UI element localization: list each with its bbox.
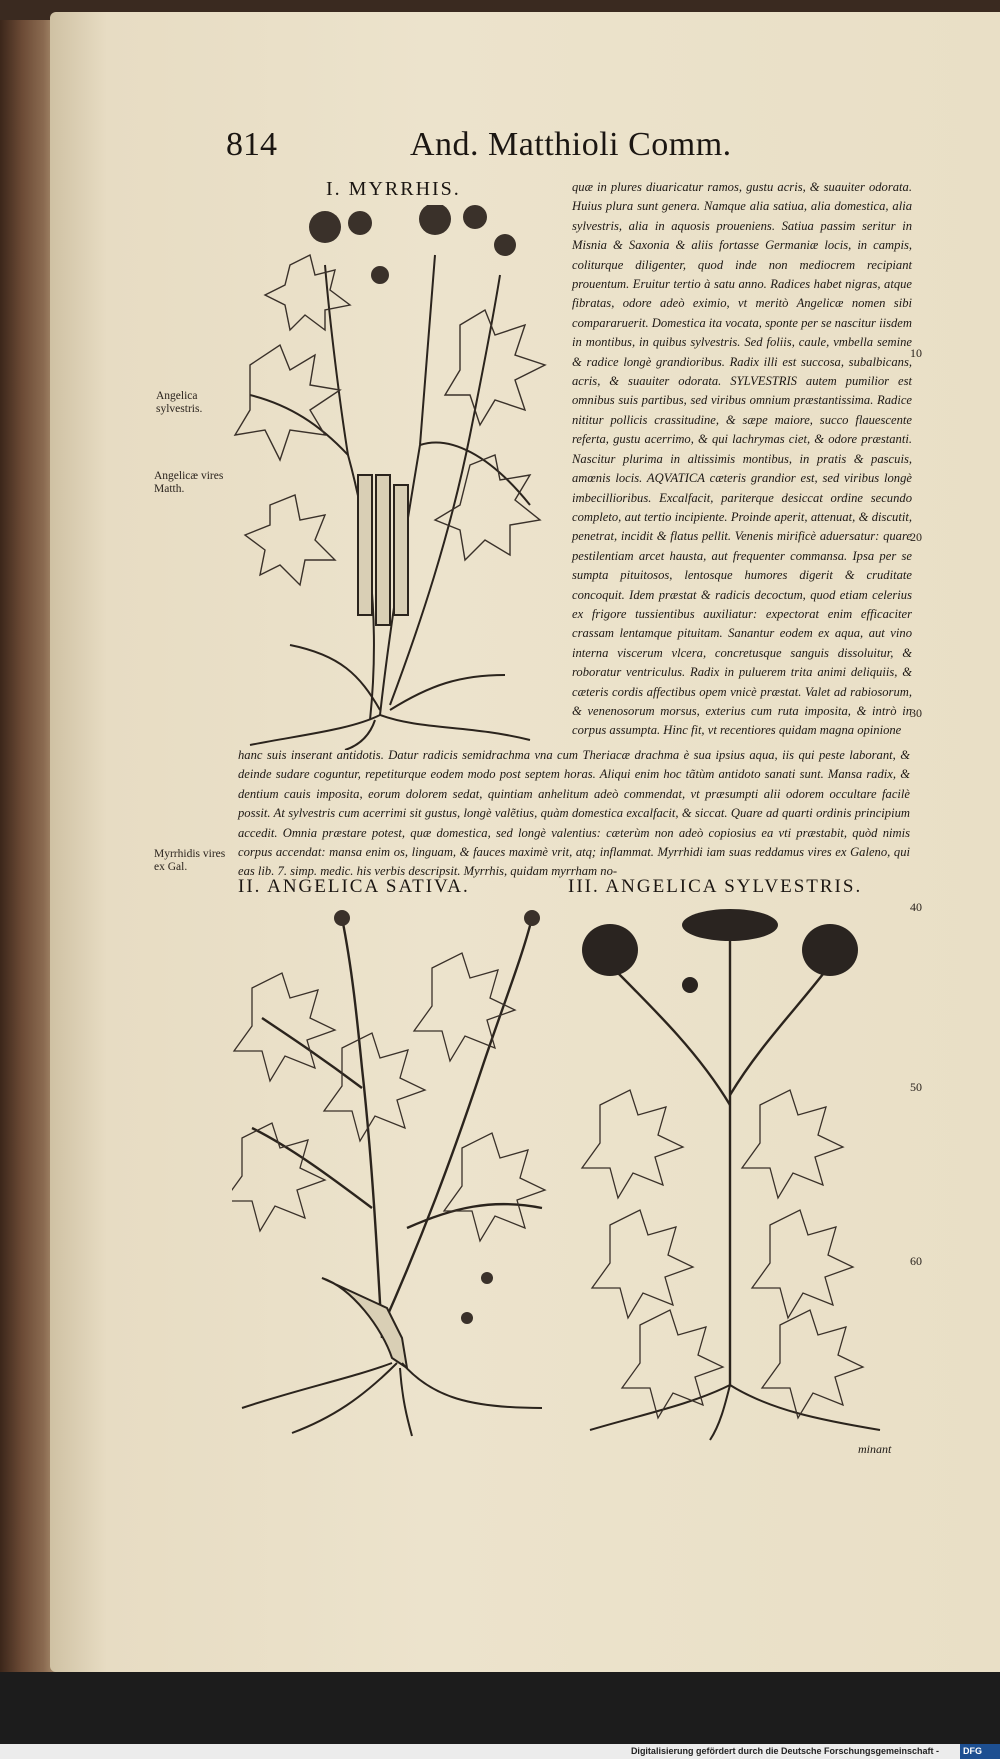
figure-caption-angelica-sativa: II. ANGELICA SATIVA. — [238, 876, 470, 897]
myrrhis-woodcut — [230, 205, 565, 750]
line-number: 20 — [910, 530, 922, 544]
angelica-sativa-woodcut — [232, 908, 562, 1438]
figure-caption-angelica-sylvestris: III. ANGELICA SYLVESTRIS. — [568, 876, 863, 897]
line-number: 40 — [910, 900, 922, 914]
page-number: 814 — [226, 126, 277, 163]
scanner-bottom-band — [0, 1672, 1000, 1744]
margin-note-angelica-sylvestris: Angelica sylvestris. — [156, 390, 203, 415]
figure-caption-myrrhis: I. MYRRHIS. — [326, 178, 461, 200]
page-header — [226, 126, 786, 172]
margin-note-myrrhidis-vires: Myrrhidis vires ex Gal. — [154, 848, 226, 873]
catchword: minant — [858, 1442, 892, 1456]
text-full-width — [238, 746, 910, 882]
paragraph: quæ in plures diuaricatur ramos, gustu acris, & suauiter odorata. Huius plura sunt genera. Namque alia satiua, alia domestica, alia sylvestris, alia in aquosis proueniens. Satiua passim seritur in Misnia & Saxonia & aliis fortasse Germaniæ locis, in campis, coliturque diligenter, quod inde non mediocrem recipiant prouentum. Eruitur tertio à satu anno. Radices habet nigras, atque fibratas, odore adeò eximio, vt meritò Angelicæ nomen sibi compararuerit. Domestica ita vocata, sponte per se nascitur iisdem in montibus, in quibus sylvestris. Sed foliis, caule, vmbella semine & radice longè grandioribus. Radix illi est succosa, subalbicans, acris, & suauiter odorata. SYLVESTRIS autem pumilior est omnibus suis partibus, sed viribus omnium præstantissima. Radice nititur pollicis crassitudine, & sæpe maiore, succo flauescente referta, gustu acerrimo, & qui lachrymas ciet, & odore præstanti. Nascitur plurima in altissimis montibus, in pratis & pascuis, amœnis locis. AQVATICA cæteris grandior est, sed viribus longè imbecillioribus. Excalfacit, pariterque desiccat ordine secundo completo, aut tertio incipiente. Proinde aperit, attenuat, & discutit, penetrat, incidit & flatus pellit. Venenis mirificè aduersatur: quare pestilentiam arcet hausta, aut frequenter commansa. Ipsa per se sumpta pituitosos, lentosque humores digerit & cruditate concoquit. Idem præstat & radicis decoctum, quod etiam celerius ex frigore tussientibus auxiliatur: expectorat enim efficaciter crassam lentamque pituitam. Sanantur eodem ex aqua, aut vino interna viscerum vlcera, concretusque sanguis dissoluitur, & roboratur ventriculus. Radix in puluerem trita animi deliquiis, & cæteris cordis affectibus opem vnicè præstat. Valet ad rabiosorum, & venenosorum morsus, exterius cum ruta imposita, & intrò in corpus assumpta. Hinc fit, vt recentiores quidam magna opinione — [572, 180, 912, 738]
line-number: 10 — [910, 346, 922, 360]
footer-credit: Digitalisierung gefördert durch die Deutsche Forschungsgemeinschaft - — [630, 1746, 939, 1756]
line-number: 30 — [910, 706, 922, 720]
dfg-logo: DFG — [960, 1744, 1000, 1759]
line-number: 50 — [910, 1080, 922, 1094]
margin-note-angelicae-vires: Angelicæ vires Matth. — [154, 470, 224, 495]
digitization-footer — [0, 1744, 1000, 1759]
running-title: And. Matthioli Comm. — [410, 126, 732, 163]
text-right-column — [572, 178, 912, 741]
angelica-sylvestris-woodcut — [580, 905, 910, 1443]
paragraph: hanc suis inserant antidotis. Datur radicis semidrachma vna cum Theriacæ drachma è sua ipsius aqua, iis qui peste laborant, & deinde sudare coguntur, repetiturque eodem modo post septem horas. Aliqui enim hoc tãtùm antidoto sanati sunt. Mansa radix, & dentium cauis imposita, eorum dolorem sedat, quintiam anhelitum adeò commendat, vt præsumpti alii odorem occultare facilè possit. At sylvestris cum acerrimi sit gustus, longè valẽtius, quàm domestica excalfacit, & siccat. Quare ad quarti ordinis principium accedit. Omnia præstare potest, quæ domestica, sed longè valentius: cæterùm non adeò copiosius ea vti præstabit, quòd nimis corpus accendat: mansa enim os, linguam, & fauces maximè vrit, atq; inflammat. Myrrhidi iam suas reddamus vires ex Galeno, qui eas lib. 7. simp. medic. his verbis descripsit. Myrrhis, quidam myrrham no- — [238, 748, 910, 879]
line-number: 60 — [910, 1254, 922, 1268]
